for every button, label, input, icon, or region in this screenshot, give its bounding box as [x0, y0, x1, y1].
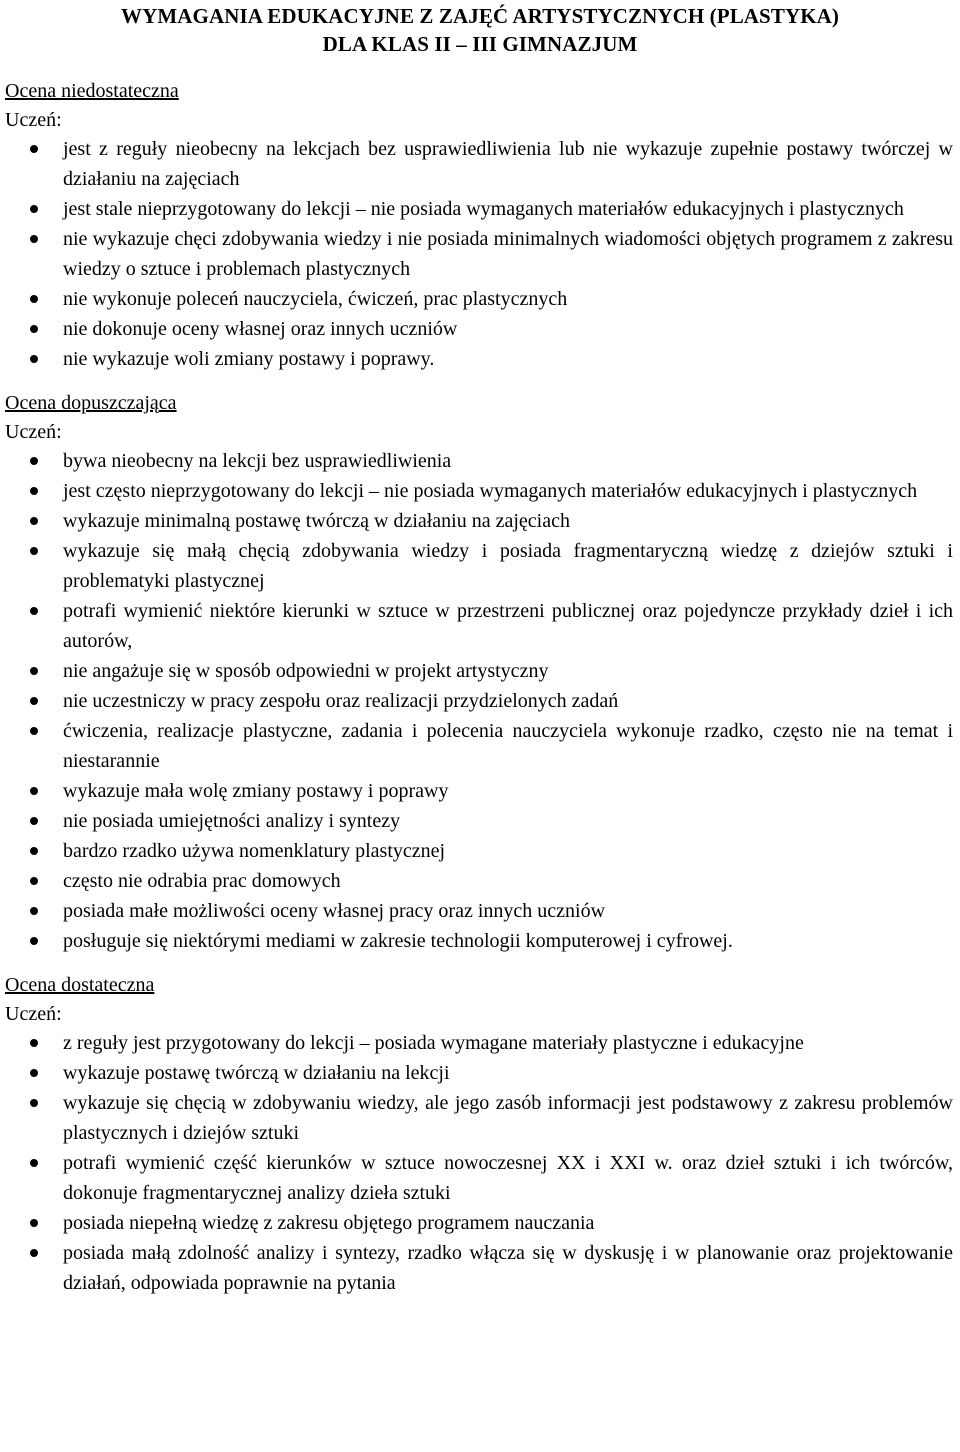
- bullet-icon: [30, 847, 38, 855]
- list-item: posiada niepełną wiedzę z zakresu objętego programem nauczania: [5, 1208, 955, 1238]
- list-item: wykazuje się chęcią w zdobywaniu wiedzy, ale jego zasób informacji jest podstawowy z zakresu problemów plastycznych i dziejów sztuki: [5, 1088, 955, 1148]
- bullet-icon: [30, 787, 38, 795]
- section-dostateczna: [5, 970, 955, 1298]
- bullet-icon: [30, 547, 38, 555]
- list-item: jest z reguły nieobecny na lekcjach bez usprawiedliwienia lub nie wykazuje zupełnie postawy twórczej w działaniu na zajęciach: [5, 134, 955, 194]
- bullet-icon: [30, 817, 38, 825]
- bullet-icon: [30, 145, 38, 153]
- list-item: często nie odrabia prac domowych: [5, 866, 955, 896]
- bullet-icon: [30, 607, 38, 615]
- title-line-1: WYMAGANIA EDUKACYJNE Z ZAJĘĆ ARTYSTYCZNYCH (PLASTYKA): [120, 4, 840, 28]
- list-item: wykazuje minimalną postawę twórczą w działaniu na zajęciach: [5, 506, 955, 536]
- bullet-icon: [30, 667, 38, 675]
- bullet-icon: [30, 697, 38, 705]
- bullet-icon: [30, 1099, 38, 1107]
- bullet-icon: [30, 487, 38, 495]
- section-niedostateczna: [5, 76, 955, 374]
- bullet-icon: [30, 1249, 38, 1257]
- list-item: wykazuje mała wolę zmiany postawy i poprawy: [5, 776, 955, 806]
- bullet-icon: [30, 727, 38, 735]
- bullet-icon: [30, 205, 38, 213]
- list-item: nie uczestniczy w pracy zespołu oraz realizacji przydzielonych zadań: [5, 686, 955, 716]
- list-item: nie wykazuje chęci zdobywania wiedzy i nie posiada minimalnych wiadomości objętych programem z zakresu wiedzy o sztuce i problemach plastycznych: [5, 224, 955, 284]
- title-line-2: DLA KLAS II – III GIMNAZJUM: [322, 32, 638, 56]
- criteria-list: [5, 134, 955, 374]
- bullet-icon: [30, 937, 38, 945]
- list-item: ćwiczenia, realizacje plastyczne, zadania i polecenia nauczyciela wykonuje rzadko, często nie na temat i niestarannie: [5, 716, 955, 776]
- bullet-icon: [30, 295, 38, 303]
- list-item: potrafi wymienić niektóre kierunki w sztuce w przestrzeni publicznej oraz pojedyncze przykłady dzieł i ich autorów,: [5, 596, 955, 656]
- list-item: wykazuje postawę twórczą w działaniu na lekcji: [5, 1058, 955, 1088]
- list-item: jest często nieprzygotowany do lekcji – nie posiada wymaganych materiałów edukacyjnych i plastycznych: [5, 476, 955, 506]
- bullet-icon: [30, 457, 38, 465]
- list-item: wykazuje się małą chęcią zdobywania wiedzy i posiada fragmentaryczną wiedzę z dziejów sztuki i problematyki plastycznej: [5, 536, 955, 596]
- section-subject: Uczeń:: [5, 109, 62, 131]
- bullet-icon: [30, 325, 38, 333]
- bullet-icon: [30, 1039, 38, 1047]
- bullet-icon: [30, 355, 38, 363]
- list-item: nie wykonuje poleceń nauczyciela, ćwiczeń, prac plastycznych: [5, 284, 955, 314]
- bullet-icon: [30, 1159, 38, 1167]
- document-title: [5, 2, 955, 58]
- bullet-icon: [30, 517, 38, 525]
- bullet-icon: [30, 235, 38, 243]
- list-item: bardzo rzadko używa nomenklatury plastycznej: [5, 836, 955, 866]
- criteria-list: [5, 446, 955, 956]
- list-item: nie dokonuje oceny własnej oraz innych uczniów: [5, 314, 955, 344]
- criteria-list: [5, 1028, 955, 1298]
- bullet-icon: [30, 1219, 38, 1227]
- section-subject: Uczeń:: [5, 1003, 62, 1025]
- section-subject: Uczeń:: [5, 421, 62, 443]
- list-item: z reguły jest przygotowany do lekcji – posiada wymagane materiały plastyczne i edukacyjne: [5, 1028, 955, 1058]
- list-item: potrafi wymienić część kierunków w sztuce nowoczesnej XX i XXI w. oraz dzieł sztuki i ich twórców, dokonuje fragmentarycznej analizy dzieła sztuki: [5, 1148, 955, 1208]
- section-heading: Ocena dopuszczająca: [5, 392, 177, 414]
- section-dopuszczajaca: [5, 388, 955, 956]
- bullet-icon: [30, 1069, 38, 1077]
- list-item: bywa nieobecny na lekcji bez usprawiedliwienia: [5, 446, 955, 476]
- section-heading: Ocena dostateczna: [5, 974, 155, 996]
- bullet-icon: [30, 907, 38, 915]
- bullet-icon: [30, 877, 38, 885]
- section-heading: Ocena niedostateczna: [5, 80, 179, 102]
- list-item: nie wykazuje woli zmiany postawy i poprawy.: [5, 344, 955, 374]
- list-item: nie posiada umiejętności analizy i syntezy: [5, 806, 955, 836]
- list-item: posługuje się niektórymi mediami w zakresie technologii komputerowej i cyfrowej.: [5, 926, 955, 956]
- list-item: posiada małą zdolność analizy i syntezy, rzadko włącza się w dyskusję i w planowanie oraz projektowanie działań, odpowiada poprawnie na pytania: [5, 1238, 955, 1298]
- list-item: nie angażuje się w sposób odpowiedni w projekt artystyczny: [5, 656, 955, 686]
- list-item: posiada małe możliwości oceny własnej pracy oraz innych uczniów: [5, 896, 955, 926]
- list-item: jest stale nieprzygotowany do lekcji – nie posiada wymaganych materiałów edukacyjnych i plastycznych: [5, 194, 955, 224]
